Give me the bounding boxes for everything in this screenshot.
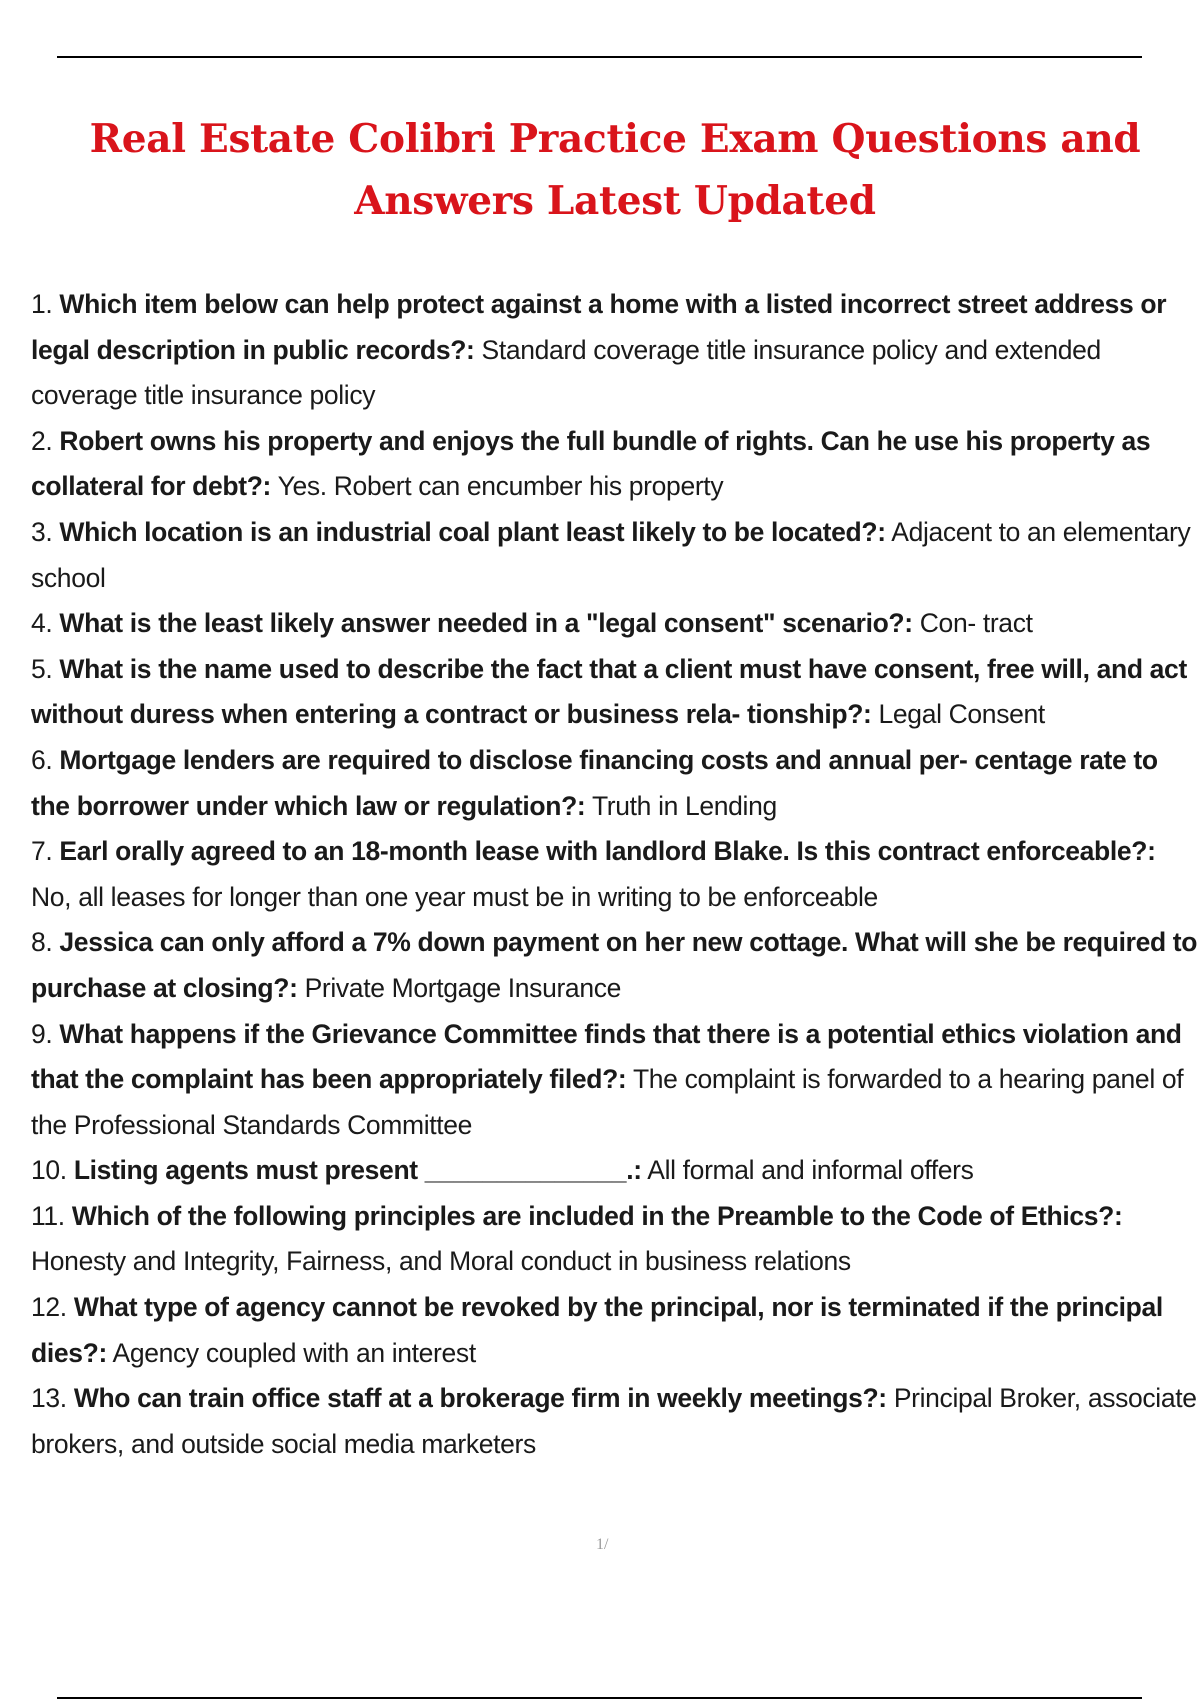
- question-number: 13.: [31, 1383, 67, 1414]
- qa-item-1: [31, 282, 1200, 419]
- answer-text: Honesty and Integrity, Fairness, and Moral conduct in business relations: [31, 1246, 851, 1277]
- qa-item-4: [31, 601, 1200, 647]
- qa-item-13: [31, 1376, 1200, 1467]
- qa-item-6: [31, 738, 1200, 829]
- answer-text: Private Mortgage Insurance: [304, 972, 621, 1003]
- question-text: Listing agents must present ______________.:: [73, 1155, 642, 1186]
- answer-text: Standard coverage title insurance policy and extended coverage title insurance policy: [31, 334, 1101, 411]
- question-text: What type of agency cannot be revoked by the principal, nor is terminated if the principal dies?:: [31, 1292, 1163, 1368]
- question-number: 2.: [31, 425, 53, 456]
- answer-text: Yes. Robert can encumber his property: [277, 471, 724, 502]
- question-number: 8.: [31, 927, 53, 958]
- question-number: 10.: [31, 1155, 67, 1186]
- bottom-rule: [57, 1697, 1142, 1699]
- question-text: Who can train office staff at a brokerage firm in weekly meetings?:: [73, 1383, 887, 1414]
- question-text: What is the name used to describe the fact that a client must have consent, free will, and act without duress when entering a contract or business rela- tionship?:: [31, 653, 1187, 730]
- question-number: 12.: [31, 1292, 67, 1323]
- qa-list: [31, 282, 1200, 1467]
- question-text: Which location is an industrial coal plant least likely to be located?:: [59, 516, 886, 547]
- page-number: 1/: [596, 1536, 609, 1553]
- qa-item-12: [31, 1285, 1200, 1376]
- question-text: Which of the following principles are included in the Preamble to the Code of Ethics?:: [71, 1200, 1123, 1231]
- qa-item-7: [31, 829, 1200, 920]
- question-number: 11.: [31, 1200, 65, 1231]
- question-text: Which item below can help protect against a home with a listed incorrect street address or legal description in public records?:: [31, 289, 1167, 365]
- answer-text: No, all leases for longer than one year must be in writing to be enforceable: [31, 881, 878, 912]
- question-number: 5.: [31, 653, 53, 684]
- question-number: 1.: [31, 289, 53, 319]
- question-text: Jessica can only afford a 7% down payment on her new cottage. What will she be required to purchase at closing?:: [31, 927, 1198, 1003]
- question-number: 4.: [31, 608, 53, 639]
- question-text: What happens if the Grievance Committee finds that there is a potential ethics violation and that the complaint has been appropriately filed?:: [31, 1018, 1182, 1095]
- answer-text: Truth in Lending: [591, 790, 777, 821]
- answer-text: The complaint is forwarded to a hearing panel of the Professional Standards Committee: [31, 1064, 1184, 1140]
- question-number: 7.: [31, 836, 53, 867]
- qa-item-2: [31, 419, 1200, 510]
- answer-text: Legal Consent: [878, 699, 1045, 730]
- answer-text: Principal Broker, associate brokers, and outside social media marketers: [31, 1383, 1197, 1459]
- question-text: Mortgage lenders are required to disclose financing costs and annual per- centage rate to the borrower under which law or regulation?:: [31, 744, 1158, 821]
- qa-item-9: [31, 1012, 1200, 1149]
- qa-item-10: [31, 1148, 1200, 1194]
- qa-item-8: [31, 920, 1200, 1011]
- qa-item-3: [31, 510, 1200, 601]
- answer-text: All formal and informal offers: [647, 1155, 974, 1186]
- document-title: Real Estate Colibri Practice Exam Questions and Answers Latest Updated: [89, 116, 1141, 224]
- question-number: 3.: [31, 516, 53, 547]
- top-rule: [57, 56, 1142, 58]
- question-number: 6.: [31, 744, 53, 775]
- question-text: Earl orally agreed to an 18-month lease with landlord Blake. Is this contract enforceable?:: [59, 836, 1156, 867]
- answer-text: Agency coupled with an interest: [112, 1337, 476, 1368]
- question-number: 9.: [31, 1018, 53, 1049]
- qa-item-5: [31, 647, 1200, 738]
- qa-item-11: [31, 1194, 1200, 1285]
- answer-text: Con- tract: [919, 608, 1033, 639]
- question-text: Robert owns his property and enjoys the full bundle of rights. Can he use his property as collateral for debt?:: [31, 425, 1151, 502]
- question-text: What is the least likely answer needed in a "legal consent" scenario?:: [59, 608, 913, 639]
- answer-text: Adjacent to an elementary school: [31, 516, 1191, 593]
